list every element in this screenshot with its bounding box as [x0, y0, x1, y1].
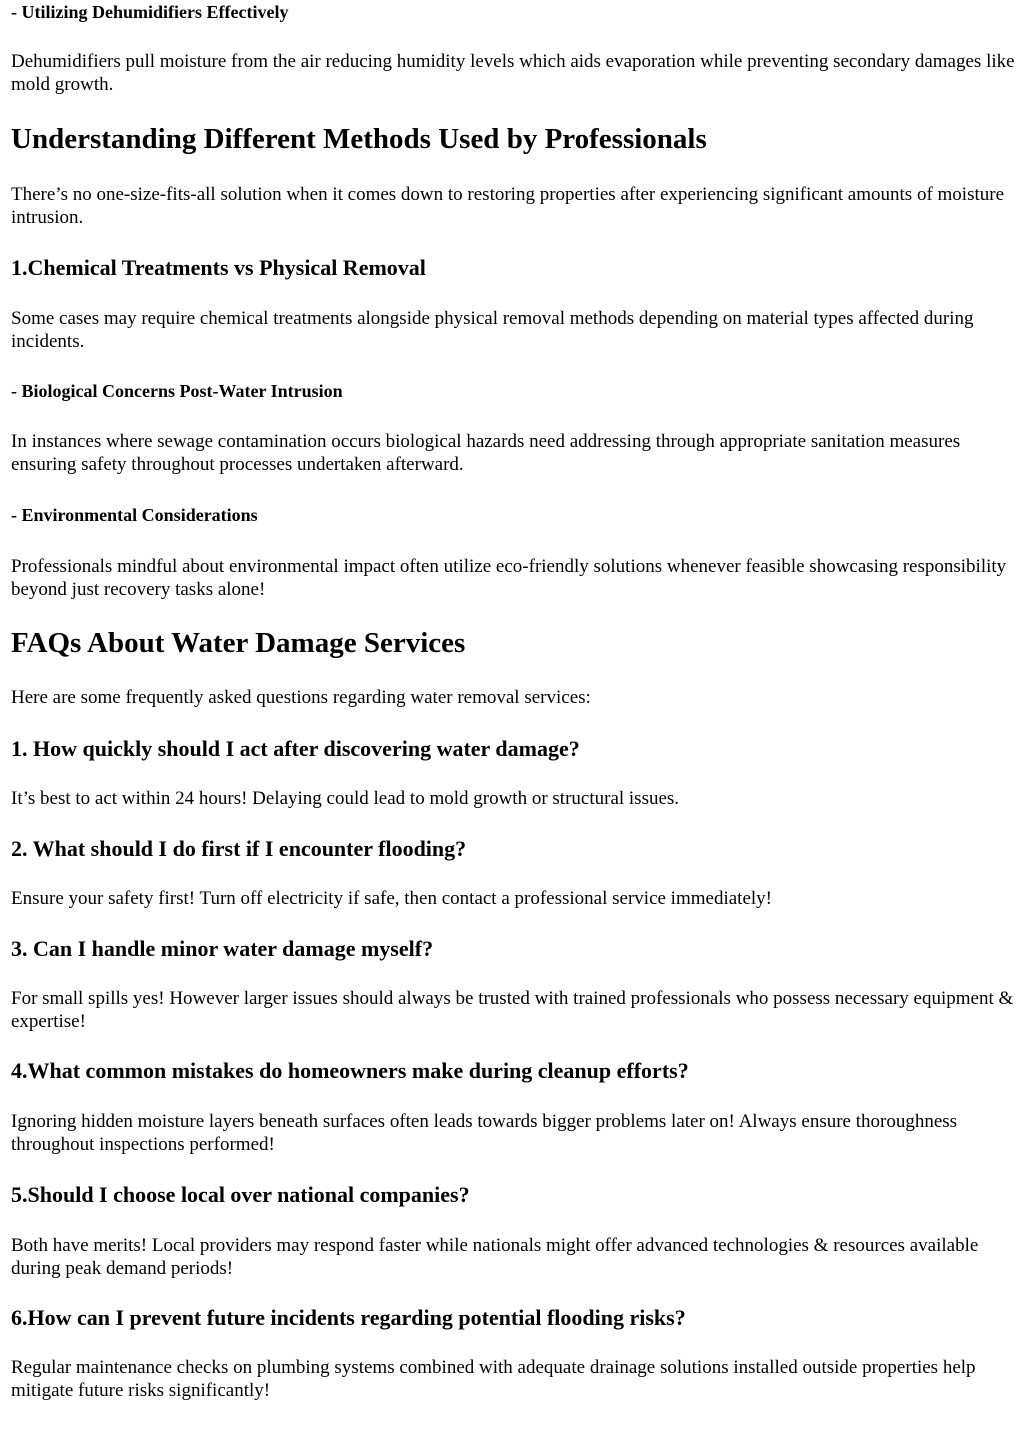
- paragraph-chemical-vs-physical: Some cases may require chemical treatments alongside physical removal methods depending on material types affected during incidents.: [11, 308, 974, 352]
- faq-answer-1: It’s best to act within 24 hours! Delaying could lead to mold growth or structural issues.: [11, 788, 680, 809]
- paragraph-biological-concerns: In instances where sewage contamination occurs biological hazards need addressing through appropriate sanitation measures ensuring safety throughout processes undertaken afterward.: [11, 431, 961, 475]
- faq-answer-4: Ignoring hidden moisture layers beneath surfaces often leads towards bigger problems later on! Always ensure thoroughness throughout inspections performed!: [11, 1111, 958, 1155]
- paragraph-methods-intro: There’s no one-size-fits-all solution when it comes down to restoring properties after experiencing significant amounts of moisture intrusion.: [11, 184, 1005, 228]
- faq-question-6: 6.How can I prevent future incidents regarding potential flooding risks?: [11, 1305, 686, 1330]
- subheading-dehumidifiers: - Utilizing Dehumidifiers Effectively: [11, 2, 289, 22]
- heading-faqs: FAQs About Water Damage Services: [11, 627, 466, 659]
- faq-question-5: 5.Should I choose local over national companies?: [11, 1182, 470, 1207]
- paragraph-environmental: Professionals mindful about environmental impact often utilize eco-friendly solutions whenever feasible showcasing responsibility beyond just recovery tasks alone!: [11, 556, 1007, 600]
- paragraph-faqs-intro: Here are some frequently asked questions regarding water removal services:: [11, 687, 591, 708]
- paragraph-dehumidifiers: Dehumidifiers pull moisture from the air reducing humidity levels which aids evaporation while preventing secondary damages like mold growth.: [11, 51, 1015, 95]
- faq-answer-3: For small spills yes! However larger issues should always be trusted with trained professionals who possess necessary equipment & expertise!: [11, 988, 1014, 1032]
- faq-answer-5: Both have merits! Local providers may respond faster while nationals might offer advanced technologies & resources available during peak demand periods!: [11, 1235, 979, 1279]
- faq-question-1: 1. How quickly should I act after discovering water damage?: [11, 736, 580, 761]
- faq-question-4: 4.What common mistakes do homeowners make during cleanup efforts?: [11, 1058, 689, 1083]
- heading-methods: Understanding Different Methods Used by Professionals: [11, 123, 707, 155]
- faq-question-3: 3. Can I handle minor water damage myself?: [11, 936, 434, 961]
- faq-answer-6: Regular maintenance checks on plumbing systems combined with adequate drainage solutions installed outside properties help mitigate future risks significantly!: [11, 1357, 976, 1401]
- faq-answer-2: Ensure your safety first! Turn off electricity if safe, then contact a professional service immediately!: [11, 888, 772, 909]
- faq-question-2: 2. What should I do first if I encounter flooding?: [11, 836, 467, 861]
- subheading-chemical-vs-physical: 1.Chemical Treatments vs Physical Removal: [11, 255, 426, 280]
- subheading-environmental: - Environmental Considerations: [11, 505, 258, 525]
- subheading-biological-concerns: - Biological Concerns Post-Water Intrusion: [11, 381, 343, 401]
